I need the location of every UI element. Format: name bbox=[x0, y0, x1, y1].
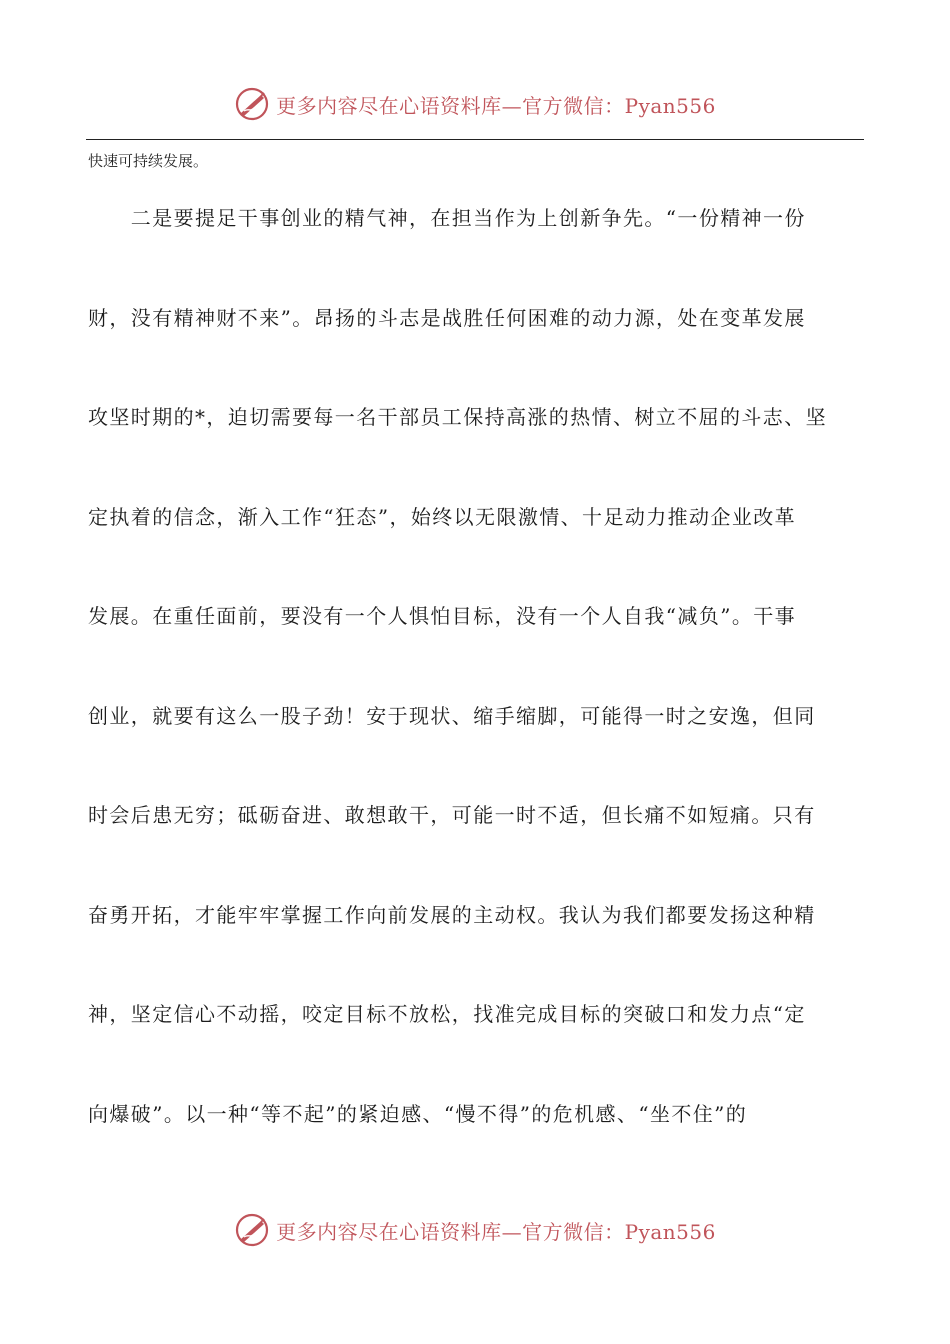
body-line-2: 财，没有精神财不来”。昂扬的斗志是战胜任何困难的动力源，处在变革发展 bbox=[88, 306, 806, 330]
header-banner-text: 更多内容尽在心语资料库—官方微信：Pyan556 bbox=[276, 93, 716, 118]
body-line-6: 创业，就要有这么一股子劲！安于现状、缩手缩脚，可能得一时之安逸，但同 bbox=[88, 704, 816, 728]
quill-pen-logo-icon bbox=[234, 1212, 270, 1248]
quill-pen-logo-icon bbox=[234, 86, 270, 122]
header-banner bbox=[0, 86, 950, 122]
body-line-7: 时会后患无穷；砥砺奋进、敢想敢干，可能一时不适，但长痛不如短痛。只有 bbox=[88, 803, 816, 827]
body-line-8: 奋勇开拓，才能牢牢掌握工作向前发展的主动权。我认为我们都要发扬这种精 bbox=[88, 903, 816, 927]
footer-banner-text: 更多内容尽在心语资料库—官方微信：Pyan556 bbox=[276, 1219, 716, 1244]
body-line-3: 攻坚时期的*，迫切需要每一名干部员工保持高涨的热情、树立不屈的斗志、坚 bbox=[88, 405, 827, 429]
body-line-5: 发展。在重任面前，要没有一个人惧怕目标，没有一个人自我“减负”。干事 bbox=[88, 604, 797, 628]
footer-banner bbox=[0, 1212, 950, 1248]
body-line-1: 二是要提足干事创业的精气神，在担当作为上创新争先。“一份精神一份 bbox=[88, 206, 806, 230]
body-line-4: 定执着的信念，渐入工作“狂态”，始终以无限激情、十足动力推动企业改革 bbox=[88, 505, 797, 529]
continuation-text: 快速可持续发展。 bbox=[88, 152, 209, 170]
header-divider bbox=[86, 139, 864, 140]
body-line-10: 向爆破”。以一种“等不起”的紧迫感、“慢不得”的危机感、“坐不住”的 bbox=[88, 1102, 748, 1126]
body-line-9: 神，坚定信心不动摇，咬定目标不放松，找准完成目标的突破口和发力点“定 bbox=[88, 1002, 806, 1026]
